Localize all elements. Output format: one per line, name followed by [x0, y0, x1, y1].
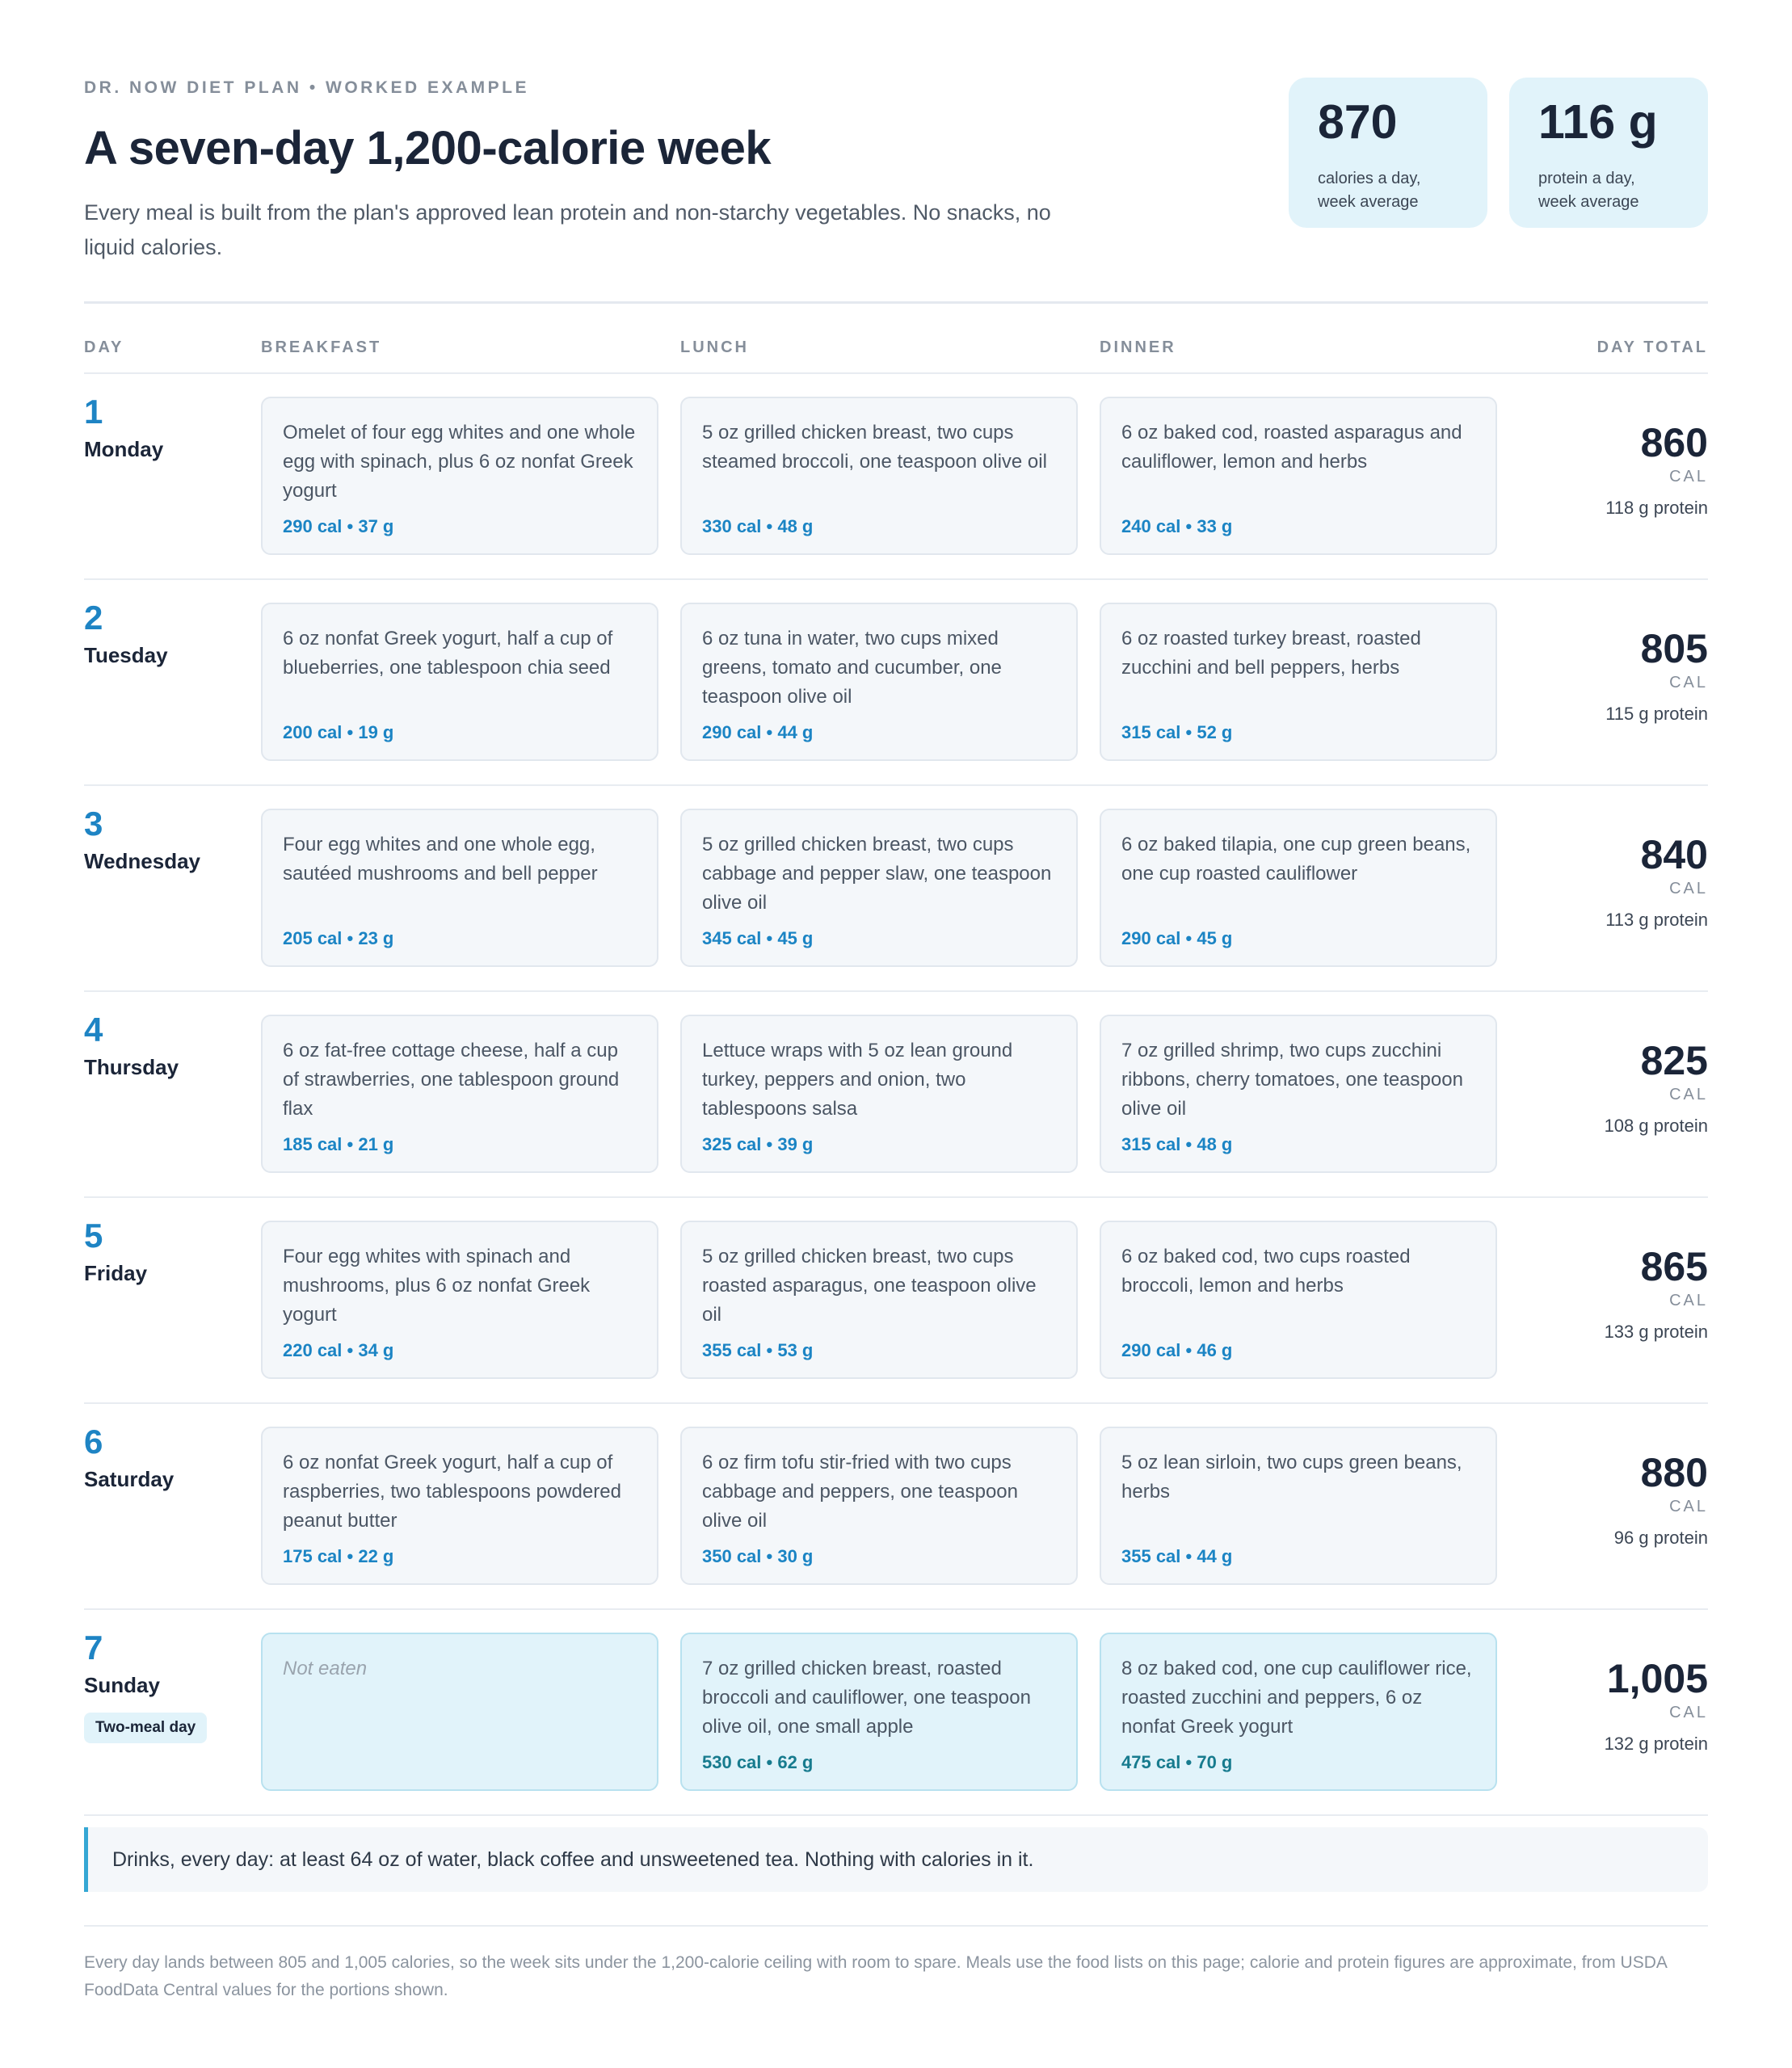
stat-card-calories [1289, 78, 1487, 228]
meal-description: 5 oz grilled chicken breast, two cups steamed broccoli, one teaspoon olive oil [702, 422, 1047, 473]
day-total-calories: 840 [1640, 832, 1708, 877]
stat-card-protein [1509, 78, 1708, 228]
divider [84, 1925, 1708, 1927]
meal-card-breakfast [261, 1427, 658, 1585]
meal-nutrition: 290 cal • 46 g [1121, 1340, 1233, 1360]
day-total-protein: 133 g protein [1604, 1322, 1708, 1342]
drinks-note: Drinks, every day: at least 64 oz of water, black coffee and unsweetened tea. Nothing with calories in it. [84, 1827, 1708, 1892]
page-title: A seven-day 1,200-calorie week [84, 122, 772, 174]
day-total [1614, 1452, 1708, 1549]
stat-value: 870 [1318, 95, 1398, 149]
meal-nutrition: 185 cal • 21 g [283, 1134, 394, 1154]
footnote: Every day lands between 805 and 1,005 calories, so the week sits under the 1,200-calorie ceiling with room to spare. Meals use the food lists on this page; calorie and protein figures are approximate, from USDA FoodData Central values for the portions shown. [84, 1953, 1667, 1999]
day-number: 5 [84, 1217, 103, 1255]
day-total-unit: CAL [1669, 674, 1708, 691]
meal-description: 8 oz baked cod, one cup cauliflower rice, roasted zucchini and peppers, 6 oz nonfat Greek yogurt [1121, 1658, 1472, 1738]
day-total-unit: CAL [1669, 880, 1708, 897]
page-subtitle: Every meal is built from the plan's approved lean protein and non-starchy vegetables. No snacks, no liquid calories. [84, 200, 1051, 259]
meal-card-lunch [680, 1427, 1078, 1585]
meal-card-lunch [680, 1633, 1078, 1791]
meal-nutrition: 315 cal • 52 g [1121, 722, 1233, 742]
day-total-protein: 108 g protein [1604, 1116, 1708, 1136]
day-name: Thursday [84, 1055, 179, 1079]
meal-card-dinner [1100, 1633, 1497, 1791]
meal-nutrition: 355 cal • 53 g [702, 1340, 814, 1360]
day-name: Friday [84, 1261, 148, 1285]
meal-card-dinner [1100, 1221, 1497, 1379]
meal-description: Lettuce wraps with 5 oz lean ground turkey, peppers and onion, two tablespoons salsa [702, 1040, 1013, 1120]
day-name: Wednesday [84, 849, 201, 873]
stat-value: 116 g [1538, 95, 1658, 149]
meal-card-breakfast [261, 809, 658, 967]
day-total-unit: CAL [1669, 1086, 1708, 1103]
meal-card-lunch [680, 397, 1078, 555]
eyebrow: DR. NOW DIET PLAN • WORKED EXAMPLE [84, 78, 530, 97]
meal-nutrition: 315 cal • 48 g [1121, 1134, 1233, 1154]
meal-card-breakfast [261, 603, 658, 761]
day-total-protein: 115 g protein [1605, 704, 1708, 724]
meal-nutrition: 325 cal • 39 g [702, 1134, 814, 1154]
meal-nutrition: 175 cal • 22 g [283, 1546, 394, 1566]
column-head-day-total: DAY TOTAL [1596, 338, 1708, 356]
column-head-breakfast: BREAKFAST [261, 338, 382, 356]
meal-description: Not eaten [283, 1658, 368, 1679]
summary-stats [1289, 78, 1708, 228]
meal-card-breakfast [261, 1221, 658, 1379]
day-row [84, 786, 1708, 992]
meal-description: Four egg whites and one whole egg, sautéed mushrooms and bell pepper [283, 834, 598, 885]
meal-nutrition: 290 cal • 37 g [283, 516, 394, 536]
day-total [1605, 1040, 1708, 1137]
meal-description: 6 oz fat-free cottage cheese, half a cup of strawberries, one tablespoon ground flax [283, 1040, 620, 1120]
meal-nutrition: 290 cal • 45 g [1121, 928, 1233, 948]
column-head-day: DAY [84, 338, 124, 356]
meal-nutrition: 350 cal • 30 g [702, 1546, 814, 1566]
day-name: Tuesday [84, 643, 168, 667]
meal-description: 5 oz grilled chicken breast, two cups cabbage and pepper slaw, one teaspoon olive oil [702, 834, 1052, 914]
meal-nutrition: 330 cal • 48 g [702, 516, 814, 536]
day-tag-badge: Two-meal day [84, 1713, 207, 1743]
day-total [1605, 1246, 1708, 1343]
meal-nutrition: 205 cal • 23 g [283, 928, 394, 948]
day-total [1605, 834, 1708, 931]
day-total-protein: 132 g protein [1604, 1734, 1708, 1754]
meal-description: Omelet of four egg whites and one whole egg with spinach, plus 6 oz nonfat Greek yogurt [283, 422, 636, 502]
meal-nutrition: 220 cal • 34 g [283, 1340, 394, 1360]
day-total-calories: 865 [1640, 1244, 1708, 1289]
meal-card-lunch [680, 1221, 1078, 1379]
meal-card-dinner [1100, 397, 1497, 555]
meal-card-dinner [1100, 1427, 1497, 1585]
day-total-calories: 825 [1640, 1038, 1708, 1083]
meal-nutrition: 240 cal • 33 g [1121, 516, 1233, 536]
day-total [1605, 628, 1708, 725]
meal-description: 5 oz grilled chicken breast, two cups roasted asparagus, one teaspoon olive oil [702, 1246, 1037, 1326]
meal-description: 6 oz tuna in water, two cups mixed greens, tomato and cucumber, one teaspoon olive oil [702, 628, 1002, 708]
day-total-protein: 96 g protein [1613, 1528, 1708, 1548]
meal-nutrition: 290 cal • 44 g [702, 722, 814, 742]
meal-card-dinner [1100, 809, 1497, 967]
meal-card-breakfast [261, 397, 658, 555]
meal-description: 6 oz baked cod, roasted asparagus and cauliflower, lemon and herbs [1121, 422, 1462, 473]
day-row [84, 580, 1708, 786]
day-row [84, 992, 1708, 1198]
meal-card-lunch [680, 809, 1078, 967]
day-row [84, 374, 1708, 580]
day-number: 1 [84, 393, 103, 431]
day-total [1605, 1658, 1708, 1755]
day-total [1605, 422, 1708, 519]
day-name: Monday [84, 437, 164, 461]
meal-description: 6 oz nonfat Greek yogurt, half a cup of blueberries, one tablespoon chia seed [283, 628, 613, 679]
day-total-unit: CAL [1669, 1704, 1708, 1721]
meal-nutrition: 355 cal • 44 g [1121, 1546, 1233, 1566]
meal-card-breakfast [261, 1633, 658, 1791]
meal-card-breakfast [261, 1015, 658, 1173]
day-number: 4 [84, 1011, 103, 1049]
day-row [84, 1404, 1708, 1610]
column-head-dinner: DINNER [1100, 338, 1176, 356]
day-total-protein: 113 g protein [1605, 910, 1708, 930]
day-name: Saturday [84, 1467, 175, 1491]
day-total-unit: CAL [1669, 468, 1708, 485]
meal-description: 7 oz grilled chicken breast, roasted broccoli and cauliflower, one teaspoon olive oil, one small apple [702, 1658, 1031, 1738]
day-total-calories: 880 [1640, 1450, 1708, 1495]
table-header [84, 304, 1708, 374]
meal-description: 6 oz firm tofu stir-fried with two cups cabbage and peppers, one teaspoon olive oil [702, 1452, 1018, 1532]
day-number: 6 [84, 1423, 103, 1461]
column-head-lunch: LUNCH [680, 338, 749, 356]
meal-card-lunch [680, 1015, 1078, 1173]
meal-description: 7 oz grilled shrimp, two cups zucchini ribbons, cherry tomatoes, one teaspoon olive oil [1121, 1040, 1463, 1120]
meal-nutrition: 475 cal • 70 g [1121, 1752, 1233, 1772]
meal-nutrition: 530 cal • 62 g [702, 1752, 814, 1772]
day-total-calories: 805 [1640, 626, 1708, 671]
meal-description: 6 oz nonfat Greek yogurt, half a cup of raspberries, two tablespoons powdered peanut butter [283, 1452, 621, 1532]
meal-card-dinner [1100, 603, 1497, 761]
meal-description: 6 oz roasted turkey breast, roasted zucchini and bell peppers, herbs [1121, 628, 1421, 679]
day-row [84, 1610, 1708, 1816]
page-header [84, 0, 1708, 304]
day-total-calories: 860 [1640, 420, 1708, 465]
meal-card-dinner [1100, 1015, 1497, 1173]
day-total-calories: 1,005 [1606, 1656, 1708, 1701]
meal-card-lunch [680, 603, 1078, 761]
meal-description: 5 oz lean sirloin, two cups green beans, herbs [1121, 1452, 1462, 1503]
meal-nutrition: 200 cal • 19 g [283, 722, 394, 742]
stat-label: calories a day, week average [1318, 170, 1421, 211]
stat-label: protein a day, week average [1538, 170, 1639, 211]
meal-description: Four egg whites with spinach and mushrooms, plus 6 oz nonfat Greek yogurt [283, 1246, 591, 1326]
day-total-unit: CAL [1669, 1292, 1708, 1309]
day-name: Sunday [84, 1673, 160, 1697]
meal-description: 6 oz baked cod, two cups roasted broccoli, lemon and herbs [1121, 1246, 1411, 1297]
day-total-protein: 118 g protein [1605, 498, 1708, 518]
meal-description: 6 oz baked tilapia, one cup green beans, one cup roasted cauliflower [1121, 834, 1471, 885]
day-total-unit: CAL [1669, 1498, 1708, 1515]
day-row [84, 1198, 1708, 1404]
day-rows [84, 374, 1708, 1816]
meal-nutrition: 345 cal • 45 g [702, 928, 814, 948]
day-number: 7 [84, 1629, 103, 1667]
day-number: 3 [84, 805, 103, 843]
day-number: 2 [84, 599, 103, 637]
